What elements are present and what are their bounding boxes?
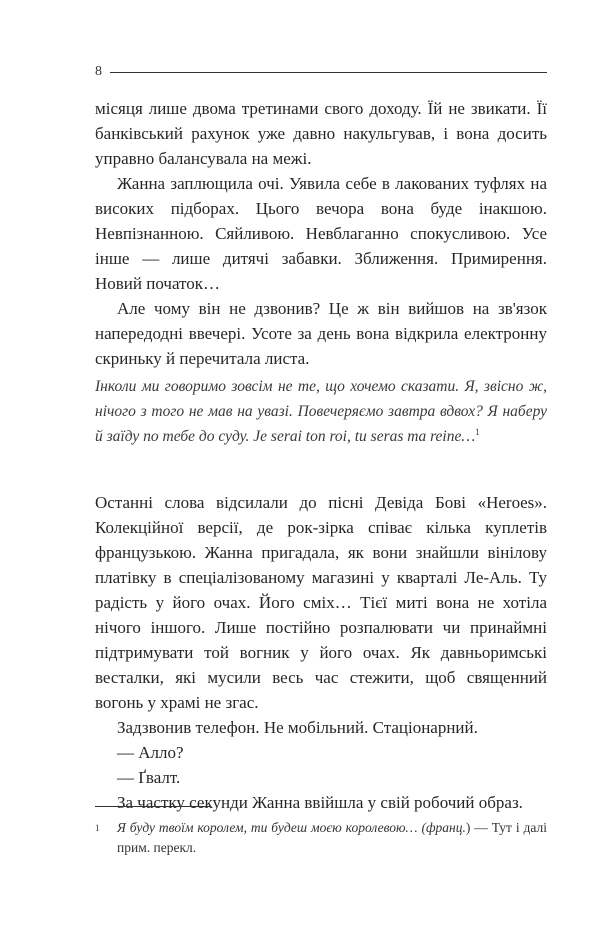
paragraph: місяця лише двома третинами свого доходу. Їй не звикати. Її банківський рахунок уже давно накульгував, і вона досить управно балансувала на межі. bbox=[95, 99, 547, 168]
paragraph: За частку секунди Жанна ввійшла у свій робочий образ. bbox=[117, 793, 523, 812]
header-rule bbox=[110, 72, 547, 73]
footnote-text-part: ) — Тут і далі прим. перекл. bbox=[117, 820, 548, 855]
page-number: 8 bbox=[95, 64, 102, 79]
page-header bbox=[95, 62, 547, 82]
body-text-top bbox=[95, 96, 547, 371]
footnote-rule bbox=[95, 806, 211, 807]
body-text-bottom bbox=[95, 490, 547, 815]
paragraph: Останні слова відсилали до пісні Девіда Бові «Heroes». Колекційної версії, де рок-зірка співає кілька куплетів французькою. Жанна пригадала, як вони знайшли вінілову платівку в спеціалізованому магазині у кварталі Ле-Аль. Ту радість у його очах. Його сміх… Тієї миті вона не хотіла нічого іншого. Лише постійно розпалювати чи принаймні підтримувати той вогник у його очах. Як давньоримські весталки, які мусили весь час стежити, щоб священний вогонь у храмі не згас. bbox=[95, 493, 547, 712]
dialogue-line: — Алло? bbox=[117, 743, 184, 762]
quote-body: Інколи ми говоримо зовсім не те, що хочемо сказати. Я, звісно ж, нічого з того не мав на увазі. Повечеряємо завтра вдвох? Я наберу й заїду по тебе до суду. Je serai ton roi, tu seras ma reine… bbox=[95, 378, 547, 445]
footnote-text bbox=[95, 818, 547, 858]
footnote-lang: франц. bbox=[425, 820, 466, 835]
email-quote bbox=[95, 374, 547, 449]
footnote-text-part: Я буду твоїм королем, ти будеш моєю королевою… ( bbox=[117, 820, 426, 835]
paragraph: Жанна заплющила очі. Уявила себе в лакованих туфлях на високих підборах. Цього вечора вона буде інакшою. Невпізнанною. Сяйливою. Невблаганно спокусливою. Усе інше — лише дитячі забавки. Зближення. Примирення. Новий початок… bbox=[95, 174, 547, 293]
footnote-reference: 1 bbox=[475, 426, 480, 437]
paragraph: Задзвонив телефон. Не мобільний. Стаціонарний. bbox=[117, 718, 478, 737]
footnote-mark: 1 bbox=[95, 823, 100, 833]
quote-text bbox=[95, 374, 547, 449]
footnote bbox=[95, 818, 547, 858]
dialogue-line: — Ґвалт. bbox=[117, 768, 181, 787]
paragraph: Але чому він не дзвонив? Це ж він вийшов на зв'язок напередодні ввечері. Усоте за день вона відкрила електронну скриньку й перечитала листа. bbox=[95, 299, 547, 368]
